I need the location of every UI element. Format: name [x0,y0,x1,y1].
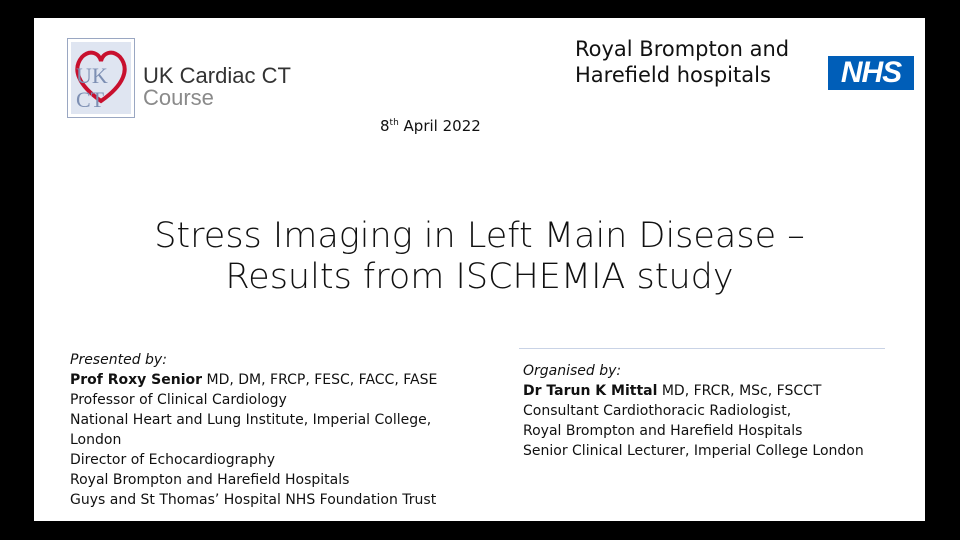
logo-mark-uk: UK [76,63,108,88]
organiser-block [523,361,864,461]
organiser-name: Dr Tarun K Mittal [523,383,658,399]
presenter-name: Prof Roxy Senior [70,372,203,388]
uk-cardiac-ct-logo [67,38,135,118]
presenter-line: Director of Echocardiography [70,452,276,468]
rbh-line-1: Royal Brompton and [575,37,790,61]
logo-line-2: Course [143,85,214,110]
slide [34,18,925,521]
presenter-line: National Heart and Lung Institute, Imperial College, [70,412,432,428]
date-day: 8 [380,117,390,135]
organiser-name-line [523,381,864,401]
date [380,117,481,135]
presenter-line: Royal Brompton and Harefield Hospitals [70,472,350,488]
presenter-label: Presented by: [70,352,167,368]
organiser-line: Royal Brompton and Harefield Hospitals [523,423,803,439]
uk-cardiac-ct-wordmark [143,65,291,109]
presenter-name-line [70,370,437,390]
presenter-line: London [70,432,122,448]
logo-mark-ct: CT [76,87,105,112]
presenter-line: Professor of Clinical Cardiology [70,392,287,408]
organiser-credentials: MD, FRCR, MSc, FSCCT [657,383,822,399]
title-line-2: Results from ISCHEMIA study [225,257,734,297]
rbh-line-2: Harefield hospitals [575,63,771,87]
divider [519,348,885,349]
presenter-credentials: MD, DM, FRCP, FESC, FACC, FASE [202,372,438,388]
title-line-1: Stress Imaging in Left Main Disease – [154,216,805,256]
logo-line-1: UK Cardiac CT [143,63,291,88]
date-suffix: th [389,118,399,128]
heart-icon [68,39,134,117]
organiser-line: Senior Clinical Lecturer, Imperial College London [523,443,864,459]
organiser-label: Organised by: [523,363,622,379]
presenter-block [70,350,437,510]
organiser-line: Consultant Cardiothoracic Radiologist, [523,403,792,419]
presenter-line: Guys and St Thomas’ Hospital NHS Foundation Trust [70,492,437,508]
slide-title [34,216,925,298]
rbh-wordmark [575,36,789,88]
nhs-logo: NHS [828,56,914,90]
date-rest: April 2022 [398,117,481,135]
